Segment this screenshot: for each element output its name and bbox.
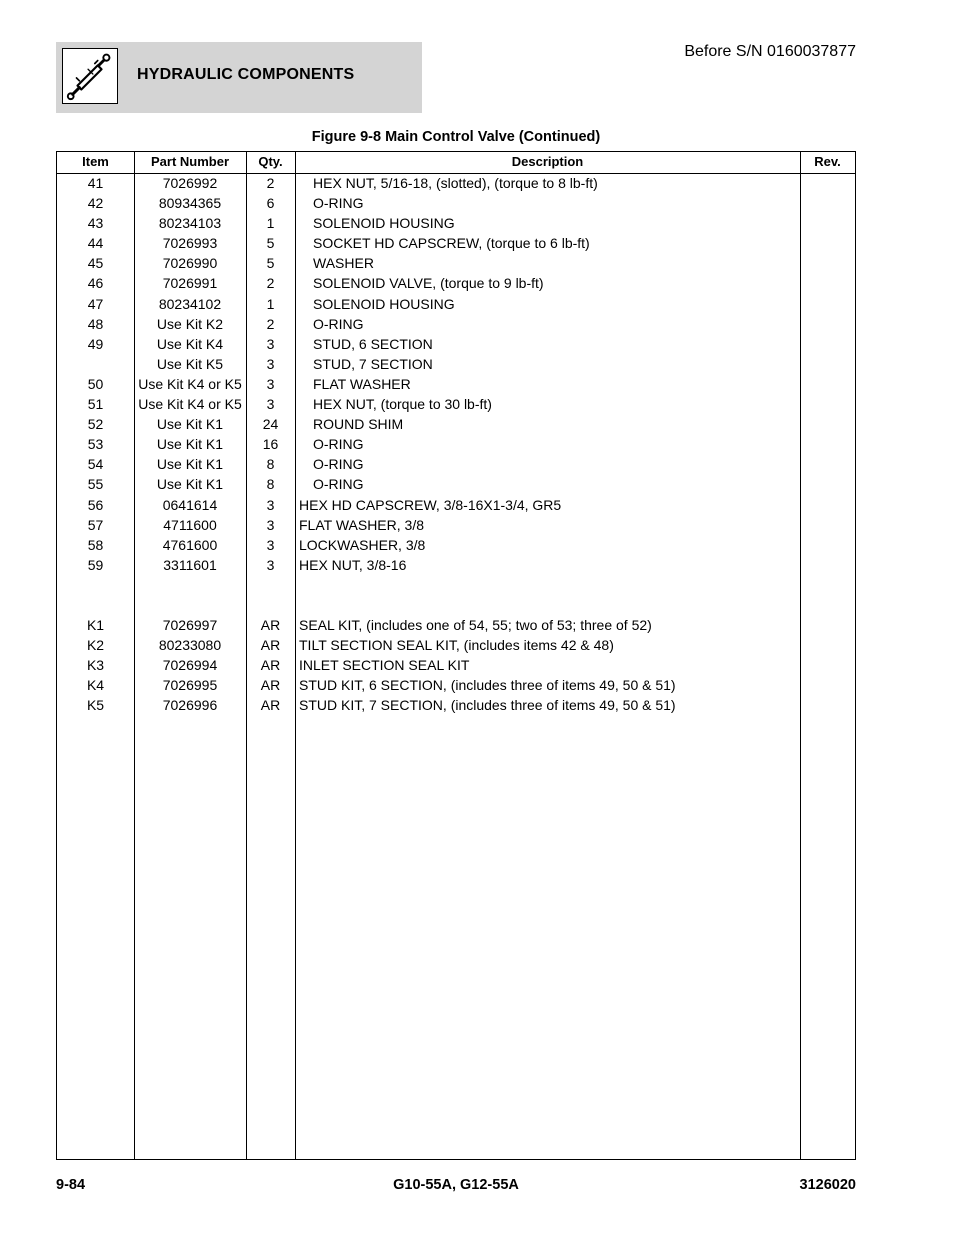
part-number-cell: 80233080 [158,637,222,654]
item-cell: 43 [87,215,104,232]
item-cell: 54 [87,456,104,473]
table-row [57,374,855,394]
item-cell: K3 [86,657,105,674]
model-numbers: G10-55A, G12-55A [393,1177,519,1193]
item-cell: 50 [87,375,104,392]
table-row [57,334,855,354]
qty-cell: AR [260,657,281,674]
item-cell: 46 [87,275,104,292]
table-row [57,615,855,635]
description-cell: O-RING [313,195,364,212]
table-row [57,675,855,695]
part-number-cell: 0641614 [162,496,218,513]
table-row [57,394,855,414]
description-cell: SOLENOID HOUSING [313,215,455,232]
column-header-item: Item [82,154,109,169]
row-spacer [57,575,855,615]
description-cell: WASHER [313,255,374,272]
part-number-cell: 7026993 [162,235,218,252]
table-row [57,414,855,434]
item-cell: K1 [86,617,105,634]
description-cell: HEX NUT, 3/8-16 [299,556,407,573]
qty-cell: AR [260,617,281,634]
qty-cell: 5 [266,255,275,272]
description-cell: SOCKET HD CAPSCREW, (torque to 6 lb-ft) [313,235,590,252]
qty-cell: 2 [266,315,275,332]
item-cell: 55 [87,476,104,493]
description-cell: FLAT WASHER [313,375,411,392]
part-number-cell: 80934365 [158,195,222,212]
description-cell: LOCKWASHER, 3/8 [299,536,426,553]
qty-cell: 3 [266,556,275,573]
part-number-cell: 7026996 [162,697,218,714]
part-number-cell: 80234103 [158,215,222,232]
qty-cell: 2 [266,275,275,292]
item-cell: K4 [86,677,105,694]
part-number-cell: Use Kit K5 [156,355,224,372]
qty-cell: 3 [266,536,275,553]
description-cell: INLET SECTION SEAL KIT [299,657,470,674]
item-cell: K5 [86,697,105,714]
part-number-cell: 7026995 [162,677,218,694]
description-cell: STUD KIT, 6 SECTION, (includes three of items 49, 50 & 51) [299,677,676,694]
qty-cell: AR [260,677,281,694]
item-cell: 56 [87,496,104,513]
qty-cell: 3 [266,335,275,352]
qty-cell: 16 [262,436,279,453]
qty-cell: 3 [266,396,275,413]
description-cell: FLAT WASHER, 3/8 [299,516,424,533]
column-header-rev: Rev. [814,154,841,169]
qty-cell: 3 [266,516,275,533]
item-cell: 51 [87,396,104,413]
item-cell: 48 [87,315,104,332]
description-cell: HEX HD CAPSCREW, 3/8-16X1-3/4, GR5 [299,496,562,513]
qty-cell: 1 [266,295,275,312]
part-number-cell: 7026990 [162,255,218,272]
qty-cell: AR [260,637,281,654]
table-row [57,535,855,555]
part-number-cell: 4761600 [162,536,218,553]
table-row [57,655,855,675]
description-cell: O-RING [313,436,364,453]
part-number-cell: Use Kit K4 or K5 [138,375,242,392]
qty-cell: 5 [266,235,275,252]
part-number-cell: 3311601 [163,556,217,573]
hydraulic-cylinder-icon [62,48,118,104]
part-number-cell: Use Kit K1 [156,416,224,433]
part-number-cell: 7026992 [162,175,218,191]
column-header-description: Description [511,154,584,169]
table-row [57,294,855,314]
description-cell: O-RING [313,456,364,473]
serial-number-note: Before S/N 0160037877 [684,43,856,60]
item-cell: 57 [87,516,104,533]
qty-cell: 2 [266,175,275,191]
item-cell: 47 [87,295,104,312]
table-row [57,273,855,293]
description-cell: SEAL KIT, (includes one of 54, 55; two of 53; three of 52) [299,617,652,634]
section-title: HYDRAULIC COMPONENTS [137,66,355,83]
description-cell: STUD KIT, 7 SECTION, (includes three of items 49, 50 & 51) [299,697,676,714]
part-number-cell: Use Kit K1 [156,456,224,473]
description-cell: HEX NUT, 5/16-18, (slotted), (torque to 8 lb-ft) [313,175,598,191]
table-row [57,434,855,454]
parts-table [56,151,856,1160]
table-row [57,233,855,253]
page-number: 9-84 [56,1177,86,1193]
table-row [57,474,855,494]
qty-cell: 3 [266,375,275,392]
part-number-cell: 7026997 [162,617,218,634]
part-number-cell: 80234102 [158,295,222,312]
item-cell: 58 [87,536,104,553]
qty-cell: 6 [266,195,275,212]
item-cell: 42 [87,195,104,212]
column-header-qty: Qty. [258,154,283,169]
qty-cell: 1 [266,215,275,232]
description-cell: SOLENOID HOUSING [313,295,455,312]
part-number-cell: Use Kit K4 [156,335,224,352]
table-row [57,253,855,273]
description-cell: STUD, 7 SECTION [313,355,433,372]
document-number: 3126020 [799,1177,856,1193]
qty-cell: 8 [266,476,275,493]
item-cell: 53 [87,436,104,453]
item-cell: 49 [87,335,104,352]
item-cell: 45 [87,255,104,272]
qty-cell: 8 [266,456,275,473]
description-cell: O-RING [313,476,364,493]
table-row [57,454,855,474]
part-number-cell: 4711600 [163,516,217,533]
table-row [57,354,855,374]
part-number-cell: 7026991 [162,275,218,292]
item-cell: 44 [87,235,104,252]
item-cell: 41 [87,175,104,191]
qty-cell: 3 [266,496,275,513]
table-row [57,213,855,233]
description-cell: TILT SECTION SEAL KIT, (includes items 42 & 48) [299,637,614,654]
table-row [57,695,855,715]
table-row [57,193,855,213]
description-cell: SOLENOID VALVE, (torque to 9 lb-ft) [313,275,544,292]
figure-title: Figure 9-8 Main Control Valve (Continued) [311,129,601,145]
table-row [57,515,855,535]
item-cell: K2 [86,637,105,654]
table-row [57,635,855,655]
table-row [57,173,855,193]
description-cell: HEX NUT, (torque to 30 lb-ft) [313,396,492,413]
table-row [57,495,855,515]
column-header-part-number: Part Number [150,154,230,169]
part-number-cell: 7026994 [162,657,218,674]
qty-cell: AR [260,697,281,714]
part-number-cell: Use Kit K1 [156,436,224,453]
part-number-cell: Use Kit K2 [156,315,224,332]
table-row [57,555,855,575]
description-cell: ROUND SHIM [313,416,404,433]
part-number-cell: Use Kit K1 [156,476,224,493]
description-cell: O-RING [313,315,364,332]
description-cell: STUD, 6 SECTION [313,335,433,352]
part-number-cell: Use Kit K4 or K5 [138,396,242,413]
table-row [57,314,855,334]
item-cell: 52 [87,416,104,433]
qty-cell: 24 [262,416,279,433]
table-body [57,173,855,716]
qty-cell: 3 [266,355,275,372]
item-cell: 59 [87,556,104,573]
